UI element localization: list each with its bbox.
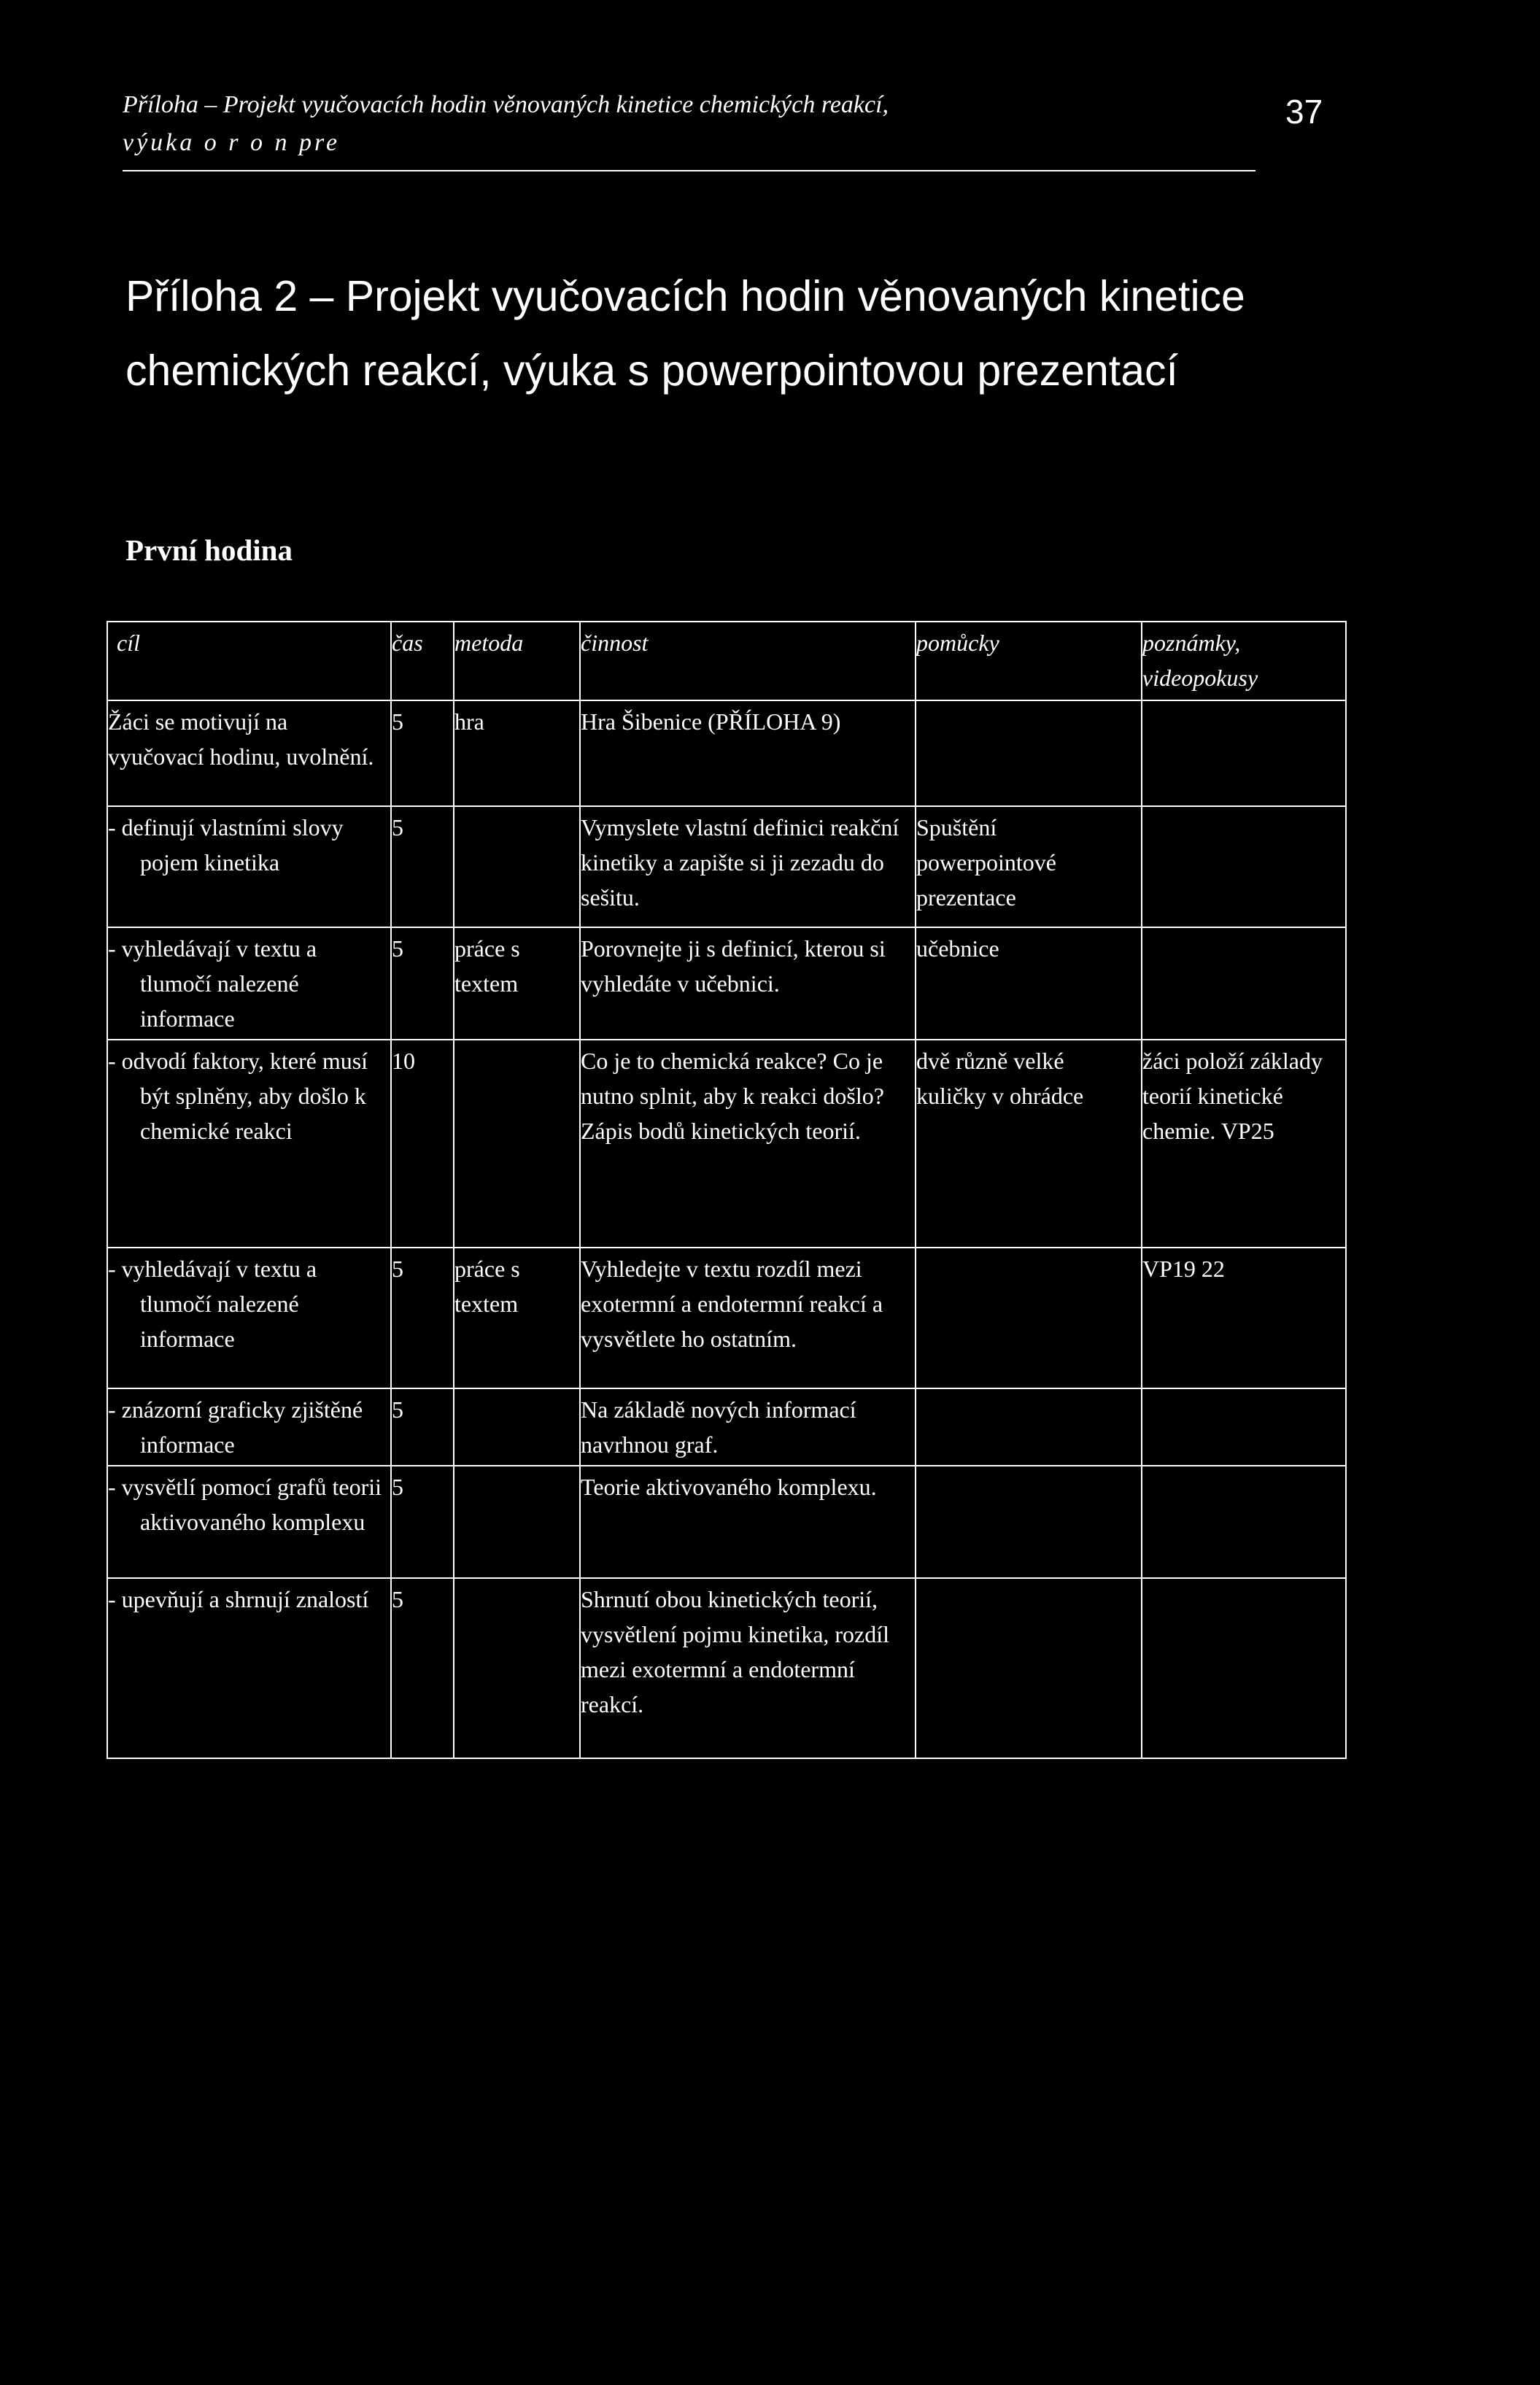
cell-method xyxy=(454,1040,580,1248)
cell-activity: Co je to chemická reakce? Co je nutno splnit, aby k reakci došlo? Zápis bodů kinetických teorií. xyxy=(580,1040,916,1248)
cell-goal: - vyhledávají v textu a tlumočí nalezené informace xyxy=(108,935,317,1032)
cell-aids xyxy=(916,1248,1142,1388)
table-row xyxy=(107,1040,1346,1248)
cell-notes xyxy=(1142,1388,1346,1466)
col-header-goal: cíl xyxy=(107,622,391,700)
cell-activity: Teorie aktivovaného komplexu. xyxy=(580,1466,916,1578)
header-rule xyxy=(123,170,1255,171)
cell-notes: VP19 22 xyxy=(1142,1248,1346,1388)
table-row xyxy=(107,806,1346,927)
cell-activity: Shrnutí obou kinetických teorií, vysvětlení pojmu kinetika, rozdíl mezi exotermní a endotermní reakcí. xyxy=(580,1578,916,1758)
cell-activity: Hra Šibenice (PŘÍLOHA 9) xyxy=(580,700,916,806)
cell-activity: Na základě nových informací navrhnou graf. xyxy=(580,1388,916,1466)
table-row xyxy=(107,1248,1346,1388)
cell-notes xyxy=(1142,806,1346,927)
col-header-method: metoda xyxy=(454,622,580,700)
cell-aids xyxy=(916,700,1142,806)
col-header-time: čas xyxy=(391,622,454,700)
cell-activity: Vymyslete vlastní definici reakční kinetiky a zapište si ji zezadu do sešitu. xyxy=(580,806,916,927)
cell-method xyxy=(454,1578,580,1758)
cell-time: 5 xyxy=(391,806,454,927)
cell-notes xyxy=(1142,1578,1346,1758)
cell-time: 5 xyxy=(391,1578,454,1758)
table-header-row xyxy=(107,622,1346,700)
cell-aids: Spuštění powerpointové prezentace xyxy=(916,806,1142,927)
cell-method xyxy=(454,1466,580,1578)
table-row xyxy=(107,927,1346,1040)
page-number: 37 xyxy=(1285,93,1323,131)
cell-goal: - upevňují a shrnují znalostí xyxy=(108,1586,369,1612)
running-header xyxy=(123,86,1253,162)
cell-activity: Porovnejte ji s definicí, kterou si vyhledáte v učebnici. xyxy=(580,927,916,1040)
cell-method: práce s textem xyxy=(454,927,580,1040)
cell-time: 5 xyxy=(391,1248,454,1388)
cell-method: práce s textem xyxy=(454,1248,580,1388)
table-row xyxy=(107,1388,1346,1466)
cell-time: 5 xyxy=(391,700,454,806)
table-row xyxy=(107,1578,1346,1758)
section-heading: První hodina xyxy=(125,533,293,567)
col-header-activity: činnost xyxy=(580,622,916,700)
cell-goal: - definují vlastními slovy pojem kinetika xyxy=(108,814,344,875)
table-row xyxy=(107,700,1346,806)
running-header-line2: výuka o r o n pre xyxy=(123,129,341,156)
cell-time: 5 xyxy=(391,927,454,1040)
cell-aids: dvě různě velké kuličky v ohrádce xyxy=(916,1040,1142,1248)
page-title: Příloha 2 – Projekt vyučovacích hodin věnovaných kinetice chemických reakcí, výuka s powerpointovou prezentací xyxy=(125,272,1245,395)
cell-goal: - odvodí faktory, které musí být splněny, aby došlo k chemické reakci xyxy=(108,1048,368,1144)
cell-activity: Vyhledejte v textu rozdíl mezi exotermní a endotermní reakcí a vysvětlete ho ostatním. xyxy=(580,1248,916,1388)
running-header-line1: Příloha – Projekt vyučovacích hodin věnovaných kinetice chemických reakcí, xyxy=(123,91,889,118)
cell-goal: - vyhledávají v textu a tlumočí nalezené informace xyxy=(108,1256,317,1352)
cell-notes xyxy=(1142,927,1346,1040)
cell-time: 10 xyxy=(391,1040,454,1248)
cell-notes: žáci položí základy teorií kinetické chemie. VP25 xyxy=(1142,1040,1346,1248)
cell-method xyxy=(454,806,580,927)
cell-notes xyxy=(1142,1466,1346,1578)
cell-goal: - vysvětlí pomocí grafů teorii aktivovaného komplexu xyxy=(108,1474,382,1535)
cell-time: 5 xyxy=(391,1466,454,1578)
cell-aids xyxy=(916,1388,1142,1466)
table-row xyxy=(107,1466,1346,1578)
lesson-plan-table xyxy=(107,621,1347,1759)
cell-goal: Žáci se motivují na vyučovací hodinu, uvolnění. xyxy=(107,700,391,806)
cell-method: hra xyxy=(454,700,580,806)
col-header-notes: poznámky, videopokusy xyxy=(1142,622,1346,700)
cell-notes xyxy=(1142,700,1346,806)
cell-time: 5 xyxy=(391,1388,454,1466)
cell-goal: - znázorní graficky zjištěné informace xyxy=(108,1396,363,1458)
cell-aids xyxy=(916,1578,1142,1758)
col-header-aids: pomůcky xyxy=(916,622,1142,700)
cell-aids: učebnice xyxy=(916,927,1142,1040)
cell-method xyxy=(454,1388,580,1466)
cell-aids xyxy=(916,1466,1142,1578)
